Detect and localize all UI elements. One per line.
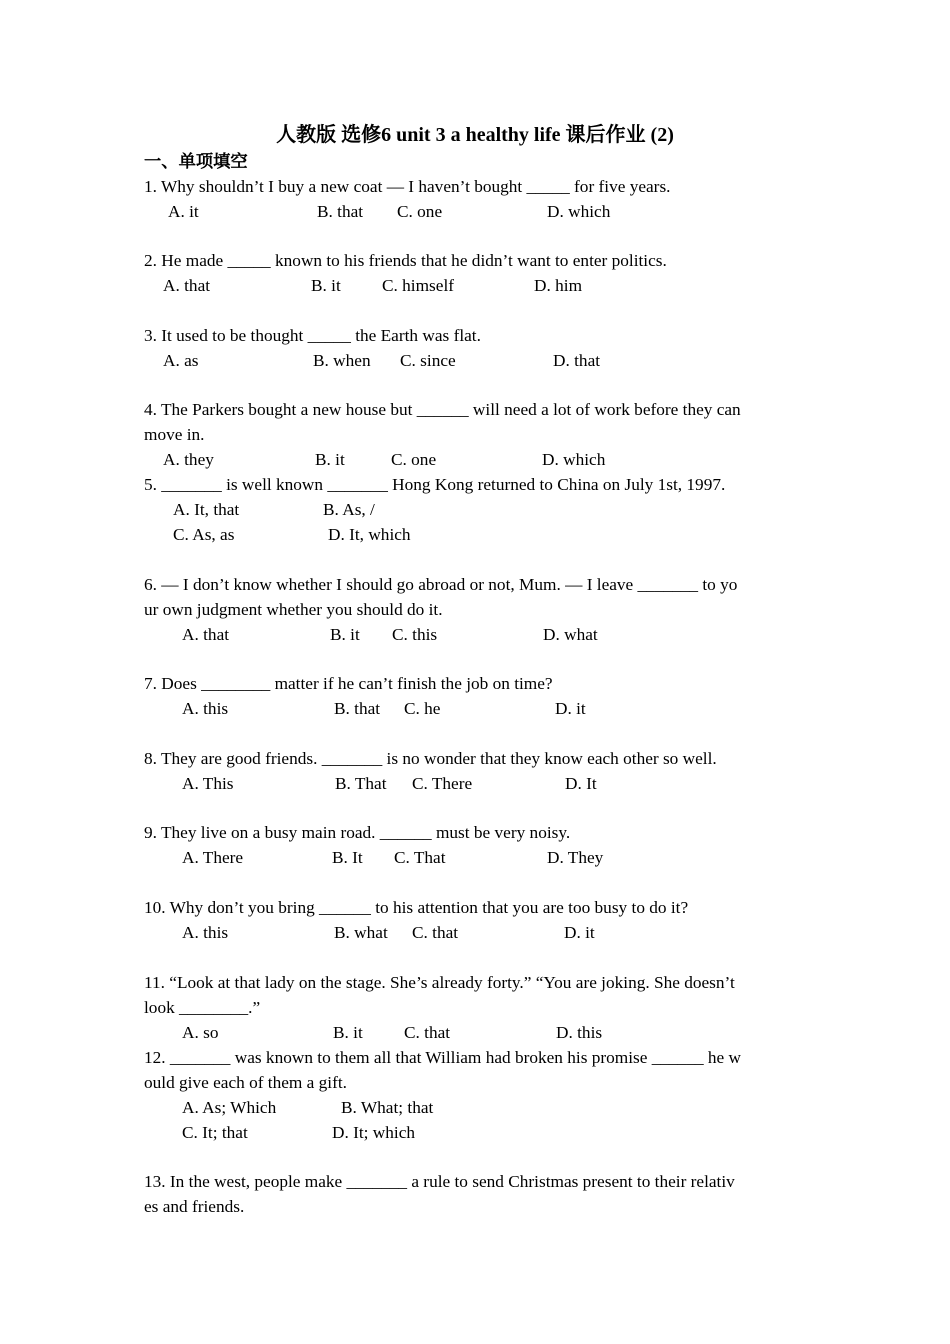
question-12-text-line-1: 12. _______ was known to them all that William had broken his promise ______ he w: [144, 1048, 742, 1067]
question-3-option-d: D. that: [553, 351, 601, 370]
question-10-option-a: A. this: [182, 923, 229, 942]
question-7-option-b: B. that: [334, 699, 381, 718]
question-12-option-d: D. It; which: [332, 1123, 416, 1142]
question-1-option-a: A. it: [168, 202, 199, 221]
question-5-option-b: B. As, /: [323, 500, 375, 519]
question-11-text-line-1: 11. “Look at that lady on the stage. She’s already forty.” “You are joking. She doesn’t: [144, 973, 735, 992]
question-5-option-a: A. It, that: [173, 500, 240, 519]
question-8-option-a: A. This: [182, 774, 234, 793]
question-5-text: 5. _______ is well known _______ Hong Kong returned to China on July 1st, 1997.: [144, 475, 726, 494]
question-4-option-a: A. they: [163, 450, 214, 469]
question-4-option-b: B. it: [315, 450, 345, 469]
question-11-text-line-2: look ________.”: [144, 998, 261, 1017]
question-3-option-c: C. since: [400, 351, 456, 370]
question-1-option-b: B. that: [317, 202, 364, 221]
question-3-option-b: B. when: [313, 351, 371, 370]
question-7-option-d: D. it: [555, 699, 586, 718]
question-2-option-a: A. that: [163, 276, 211, 295]
question-10-option-d: D. it: [564, 923, 595, 942]
question-2-text: 2. He made _____ known to his friends that he didn’t want to enter politics.: [144, 251, 667, 270]
question-1-option-d: D. which: [547, 202, 611, 221]
question-5-option-d: D. It, which: [328, 525, 411, 544]
question-6-option-a: A. that: [182, 625, 230, 644]
question-11-option-a: A. so: [182, 1023, 219, 1042]
question-6-option-c: C. this: [392, 625, 438, 644]
question-1-option-c: C. one: [397, 202, 443, 221]
section-heading: 一、单项填空: [144, 152, 248, 172]
question-2-option-d: D. him: [534, 276, 583, 295]
question-10-text: 10. Why don’t you bring ______ to his attention that you are too busy to do it?: [144, 898, 689, 917]
question-13-text-line-2: es and friends.: [144, 1197, 245, 1216]
question-7-option-c: C. he: [404, 699, 441, 718]
question-12-option-c: C. It; that: [182, 1123, 248, 1142]
question-6-text-line-1: 6. — I don’t know whether I should go abroad or not, Mum. — I leave _______ to yo: [144, 575, 738, 594]
question-2-option-c: C. himself: [382, 276, 455, 295]
question-10-option-b: B. what: [334, 923, 388, 942]
question-4-text-line-2: move in.: [144, 425, 205, 444]
question-7-text: 7. Does ________ matter if he can’t finish the job on time?: [144, 674, 553, 693]
question-5-option-c: C. As, as: [173, 525, 235, 544]
question-12-option-b: B. What; that: [341, 1098, 434, 1117]
question-6-text-line-2: ur own judgment whether you should do it.: [144, 600, 443, 619]
question-12-text-line-2: ould give each of them a gift.: [144, 1073, 347, 1092]
question-4-option-c: C. one: [391, 450, 437, 469]
page-title: 人教版 选修6 unit 3 a healthy life 课后作业 (2): [276, 124, 674, 146]
question-6-option-d: D. what: [543, 625, 598, 644]
question-8-text: 8. They are good friends. _______ is no wonder that they know each other so well.: [144, 749, 717, 768]
question-9-text: 9. They live on a busy main road. ______ must be very noisy.: [144, 823, 571, 842]
question-9-option-b: B. It: [332, 848, 363, 867]
question-2-option-b: B. it: [311, 276, 341, 295]
question-9-option-c: C. That: [394, 848, 446, 867]
question-11-option-b: B. it: [333, 1023, 363, 1042]
question-9-option-a: A. There: [182, 848, 244, 867]
question-11-option-c: C. that: [404, 1023, 451, 1042]
question-8-option-b: B. That: [335, 774, 387, 793]
question-10-option-c: C. that: [412, 923, 459, 942]
question-1-text: 1. Why shouldn’t I buy a new coat — I haven’t bought _____ for five years.: [144, 177, 671, 196]
question-11-option-d: D. this: [556, 1023, 603, 1042]
question-8-option-c: C. There: [412, 774, 473, 793]
question-4-option-d: D. which: [542, 450, 606, 469]
question-3-text: 3. It used to be thought _____ the Earth was flat.: [144, 326, 481, 345]
question-7-option-a: A. this: [182, 699, 229, 718]
question-12-option-a: A. As; Which: [182, 1098, 277, 1117]
question-8-option-d: D. It: [565, 774, 597, 793]
question-3-option-a: A. as: [163, 351, 199, 370]
question-4-text-line-1: 4. The Parkers bought a new house but ______ will need a lot of work before they can: [144, 400, 741, 419]
question-13-text-line-1: 13. In the west, people make _______ a rule to send Christmas present to their relativ: [144, 1172, 735, 1191]
question-6-option-b: B. it: [330, 625, 360, 644]
question-9-option-d: D. They: [547, 848, 604, 867]
